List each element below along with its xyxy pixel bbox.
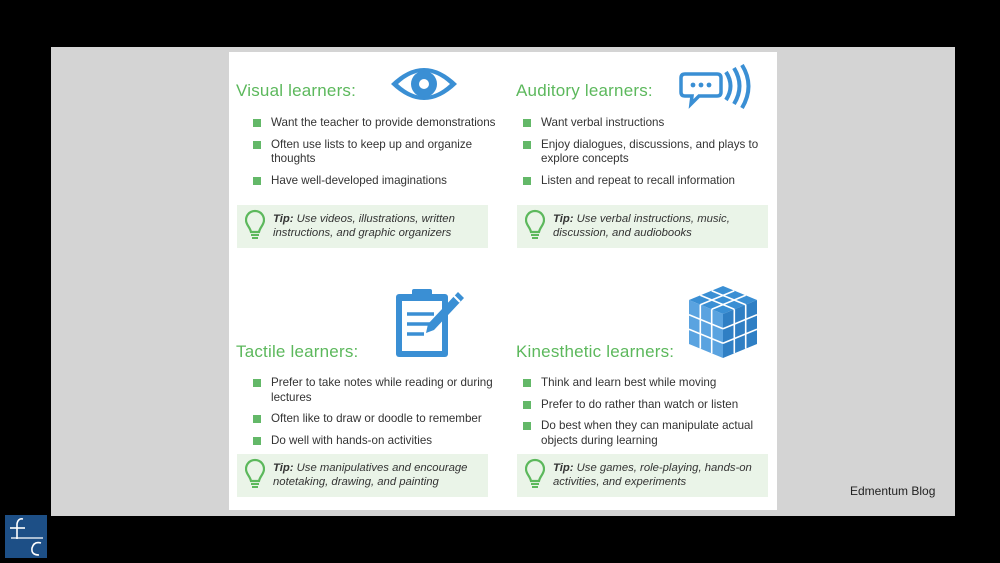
bullet-text: Want the teacher to provide demonstrations	[271, 116, 496, 129]
bullet-text: Often use lists to keep up and organize thoughts	[271, 137, 473, 165]
bullet-list	[247, 116, 497, 195]
tip-text	[273, 212, 482, 240]
bullet-text: Do well with hands-on activities	[271, 433, 433, 447]
bullet-marker	[253, 119, 261, 127]
list-item	[247, 412, 497, 427]
bullet-list	[517, 116, 767, 195]
tip-text	[553, 461, 762, 489]
clipboard-pencil-icon	[392, 284, 468, 360]
bullet-text: Enjoy dialogues, discussions, and plays to explore concepts	[541, 137, 759, 165]
list-item	[247, 434, 497, 449]
tip-text	[273, 461, 482, 489]
source-credit: Edmentum Blog	[850, 484, 936, 498]
bullet-marker	[253, 379, 261, 387]
list-item	[247, 376, 497, 405]
tip-label: Tip:	[273, 213, 294, 225]
bullet-marker	[253, 177, 261, 185]
tip-body: Use manipulatives and encourage notetaking, drawing, and painting	[273, 462, 468, 488]
fc-logo-mark	[5, 515, 47, 558]
bullet-text: Prefer to take notes while reading or during lectures	[271, 376, 493, 404]
tip-box	[237, 205, 488, 248]
bullet-marker	[253, 437, 261, 445]
bullet-text: Want verbal instructions	[541, 116, 665, 129]
section-heading: Kinesthetic learners:	[516, 342, 675, 361]
list-item	[517, 138, 767, 167]
list-item	[517, 376, 767, 391]
tip-body: Use videos, illustrations, written instructions, and graphic organizers	[273, 213, 455, 239]
lightbulb-icon	[525, 209, 545, 243]
fc-logo	[5, 515, 47, 558]
list-item	[517, 174, 767, 189]
speech-sound-icon	[679, 64, 759, 110]
lightbulb-icon	[245, 209, 265, 243]
tip-box	[237, 454, 488, 497]
list-item	[247, 174, 497, 189]
section-heading: Auditory learners:	[516, 81, 653, 100]
bullet-text: Do best when they can manipulate actual objects during learning	[541, 419, 754, 447]
bullet-marker	[523, 379, 531, 387]
tip-body: Use games, role-playing, hands-on activities, and experiments	[553, 462, 752, 488]
bullet-marker	[523, 141, 531, 149]
list-item	[517, 116, 767, 131]
bullet-marker	[253, 415, 261, 423]
bullet-marker	[253, 141, 261, 149]
bullet-list	[517, 376, 767, 455]
tip-body: Use verbal instructions, music, discussion, and audiobooks	[553, 213, 730, 239]
list-item	[517, 398, 767, 413]
tip-box	[517, 454, 768, 497]
bullet-text: Listen and repeat to recall information	[541, 173, 735, 187]
bullet-text: Have well-developed imaginations	[271, 173, 447, 187]
list-item	[517, 419, 767, 448]
list-item	[247, 138, 497, 167]
tip-label: Tip:	[553, 213, 574, 225]
lightbulb-icon	[245, 458, 265, 492]
bullet-text: Prefer to do rather than watch or listen	[541, 397, 739, 411]
bullet-text: Think and learn best while moving	[541, 376, 717, 389]
bullet-marker	[523, 422, 531, 430]
tip-label: Tip:	[273, 462, 294, 474]
tip-text	[553, 212, 762, 240]
bullet-list	[247, 376, 497, 455]
bullet-marker	[523, 401, 531, 409]
infographic-card	[229, 52, 777, 510]
bullet-marker	[523, 177, 531, 185]
bullet-marker	[523, 119, 531, 127]
cube-icon	[687, 284, 759, 360]
tip-label: Tip:	[553, 462, 574, 474]
tip-box	[517, 205, 768, 248]
lightbulb-icon	[525, 458, 545, 492]
section-heading: Visual learners:	[236, 81, 357, 100]
bullet-text: Often like to draw or doodle to remember	[271, 412, 482, 425]
section-heading: Tactile learners:	[236, 342, 359, 361]
list-item	[247, 116, 497, 131]
eye-icon	[388, 62, 460, 106]
